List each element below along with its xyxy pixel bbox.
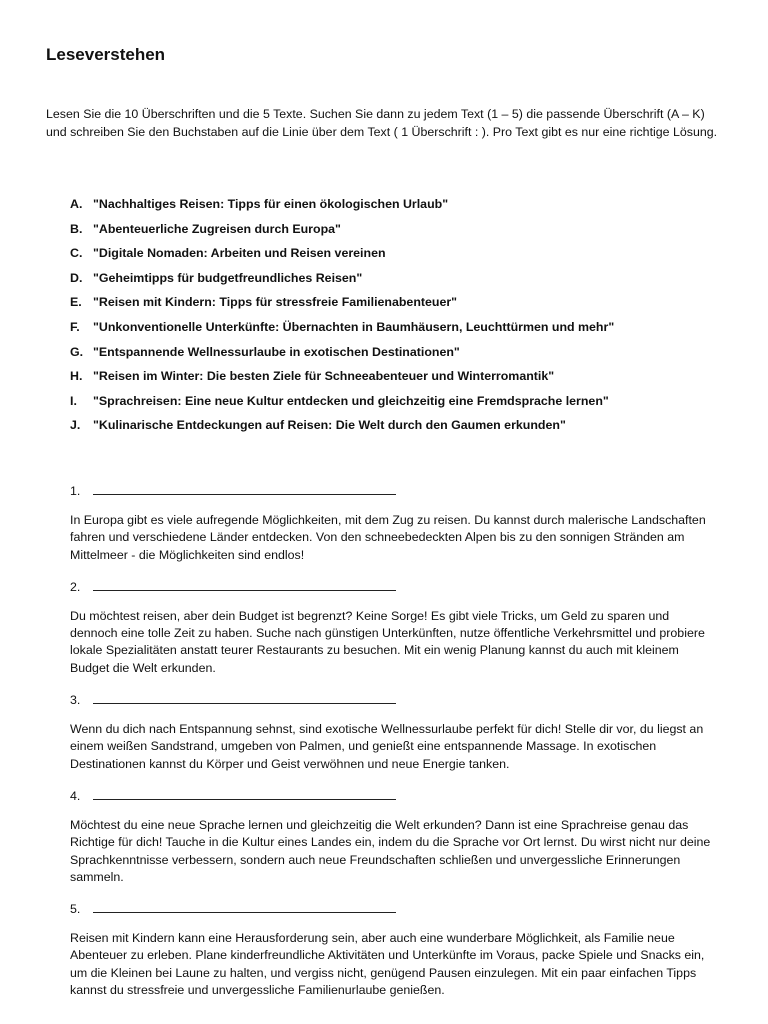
heading-letter: H. [70,369,83,384]
answer-blank[interactable] [93,589,396,591]
heading-text: "Abenteuerliche Zugreisen durch Europa" [93,221,341,236]
text-body: Möchtest du eine neue Sprache lernen und gleichzeitig die Welt erkunden? Dann ist eine Sprachreise genau das Richtige für dich! Tauche in die Kultur eines Landes ein, indem du die Sprache vor Ort lernst. Du wirst nicht nur deine Sprachkenntnisse verbessern, sondern auch neue Freundschaften schließen und unvergessliche Erinnerungen sammeln. [70,817,711,884]
heading-text: "Reisen im Winter: Die besten Ziele für Schneeabenteuer und Winterromantik" [93,369,555,384]
heading-text: "Digitale Nomaden: Arbeiten und Reisen vereinen [93,246,386,261]
heading-text: "Sprachreisen: Eine neue Kultur entdecken und gleichzeitig eine Fremdsprache lernen" [93,393,609,408]
reading-texts [70,478,720,999]
text-number: 3. [70,693,81,708]
answer-line [70,574,720,596]
answer-line [70,783,720,805]
heading-letter: E. [70,295,82,310]
text-number: 1. [70,484,81,498]
heading-text: "Unkonventionelle Unterkünfte: Übernachten in Baumhäusern, Leuchttürmen und mehr" [93,319,615,334]
text-block-1 [70,478,720,564]
answer-line [70,687,720,709]
text-number: 4. [70,788,81,803]
heading-letter: A. [70,197,83,211]
answer-line [70,896,720,918]
heading-letter: B. [70,221,83,236]
heading-letter: J. [70,418,81,433]
text-body: Du möchtest reisen, aber dein Budget ist begrenzt? Keine Sorge! Es gibt viele Tricks, um Geld zu sparen und dennoch eine tolle Zeit zu haben. Suche nach günstigen Unterkünften, nutze öffentliche Verkehrsmittel und probiere lokale Spezialitäten anstatt teurer Restaurants zu besuchen. Mit ein wenig Planung kannst du auch mit kleinem Budget die Welt erkunden. [70,608,705,675]
heading-text: "Kulinarische Entdeckungen auf Reisen: Die Welt durch den Gaumen erkunden" [93,418,566,433]
heading-letter: F. [70,319,80,334]
text-block-2 [70,574,720,677]
text-number: 2. [70,579,81,594]
answer-blank[interactable] [93,798,396,800]
heading-item-d [70,268,730,293]
text-number: 5. [70,902,81,917]
text-body: In Europa gibt es viele aufregende Möglichkeiten, mit dem Zug zu reisen. Du kannst durch malerische Landschaften fahren und verschiedene Länder entdecken. Von den schneebedeckten Alpen bis zu den sonnigen Stränden am Mittelmeer - die Möglichkeiten sind endlos! [70,513,706,562]
answer-line [70,478,720,500]
heading-letter: G. [70,344,84,359]
text-body: Wenn du dich nach Entspannung sehnst, sind exotische Wellnessurlaube perfekt für dich! Stelle dir vor, du liegst an einem weißen Sandstrand, umgeben von Palmen, und genießt eine entspannende Massage. In exotischen Destinationen kannst du Körper und Geist verwöhnen und neue Energie tanken. [70,722,704,771]
heading-item-e [70,292,730,317]
text-block-4 [70,783,720,886]
heading-item-c [70,243,730,268]
answer-blank[interactable] [93,911,396,913]
heading-text: "Entspannende Wellnessurlaube in exotischen Destinationen" [93,344,460,359]
headings-list [70,194,730,440]
text-body: Reisen mit Kindern kann eine Herausforderung sein, aber auch eine wunderbare Möglichkeit, als Familie neue Abenteuer zu erleben. Plane kinderfreundliche Aktivitäten und Unterkünfte im Voraus, packe Spiele und Snacks ein, um die Kleinen bei Laune zu halten, und vergiss nicht, genügend Pausen einzulegen. Mit ein paar einfachen Tipps kannst du stressfreie und unvergessliche Familienurlaube genießen. [70,931,705,998]
heading-letter: I. [70,393,77,408]
instructions-paragraph: Lesen Sie die 10 Überschriften und die 5 Texte. Suchen Sie dann zu jedem Text (1 – 5) die passende Überschrift (A – K) und schreiben Sie den Buchstaben auf die Linie über dem Text ( 1 Überschrift : ). Pro Text gibt es nur eine richtige Lösung. [46,107,718,139]
text-block-5 [70,896,720,999]
heading-item-h [70,366,730,391]
heading-item-j [70,415,730,440]
page-title: Leseverstehen [46,45,166,64]
heading-letter: D. [70,270,83,285]
heading-item-b [70,219,730,244]
heading-item-g [70,342,730,367]
heading-item-i [70,391,730,416]
heading-text: "Reisen mit Kindern: Tipps für stressfreie Familienabenteuer" [93,295,458,310]
text-block-3 [70,687,720,773]
heading-text: "Nachhaltiges Reisen: Tipps für einen ökologischen Urlaub" [93,197,449,211]
answer-blank[interactable] [93,493,396,495]
answer-blank[interactable] [93,702,396,704]
heading-item-a [70,194,730,219]
heading-item-f [70,317,730,342]
heading-text: "Geheimtipps für budgetfreundliches Reisen" [93,270,363,285]
heading-letter: C. [70,246,83,261]
